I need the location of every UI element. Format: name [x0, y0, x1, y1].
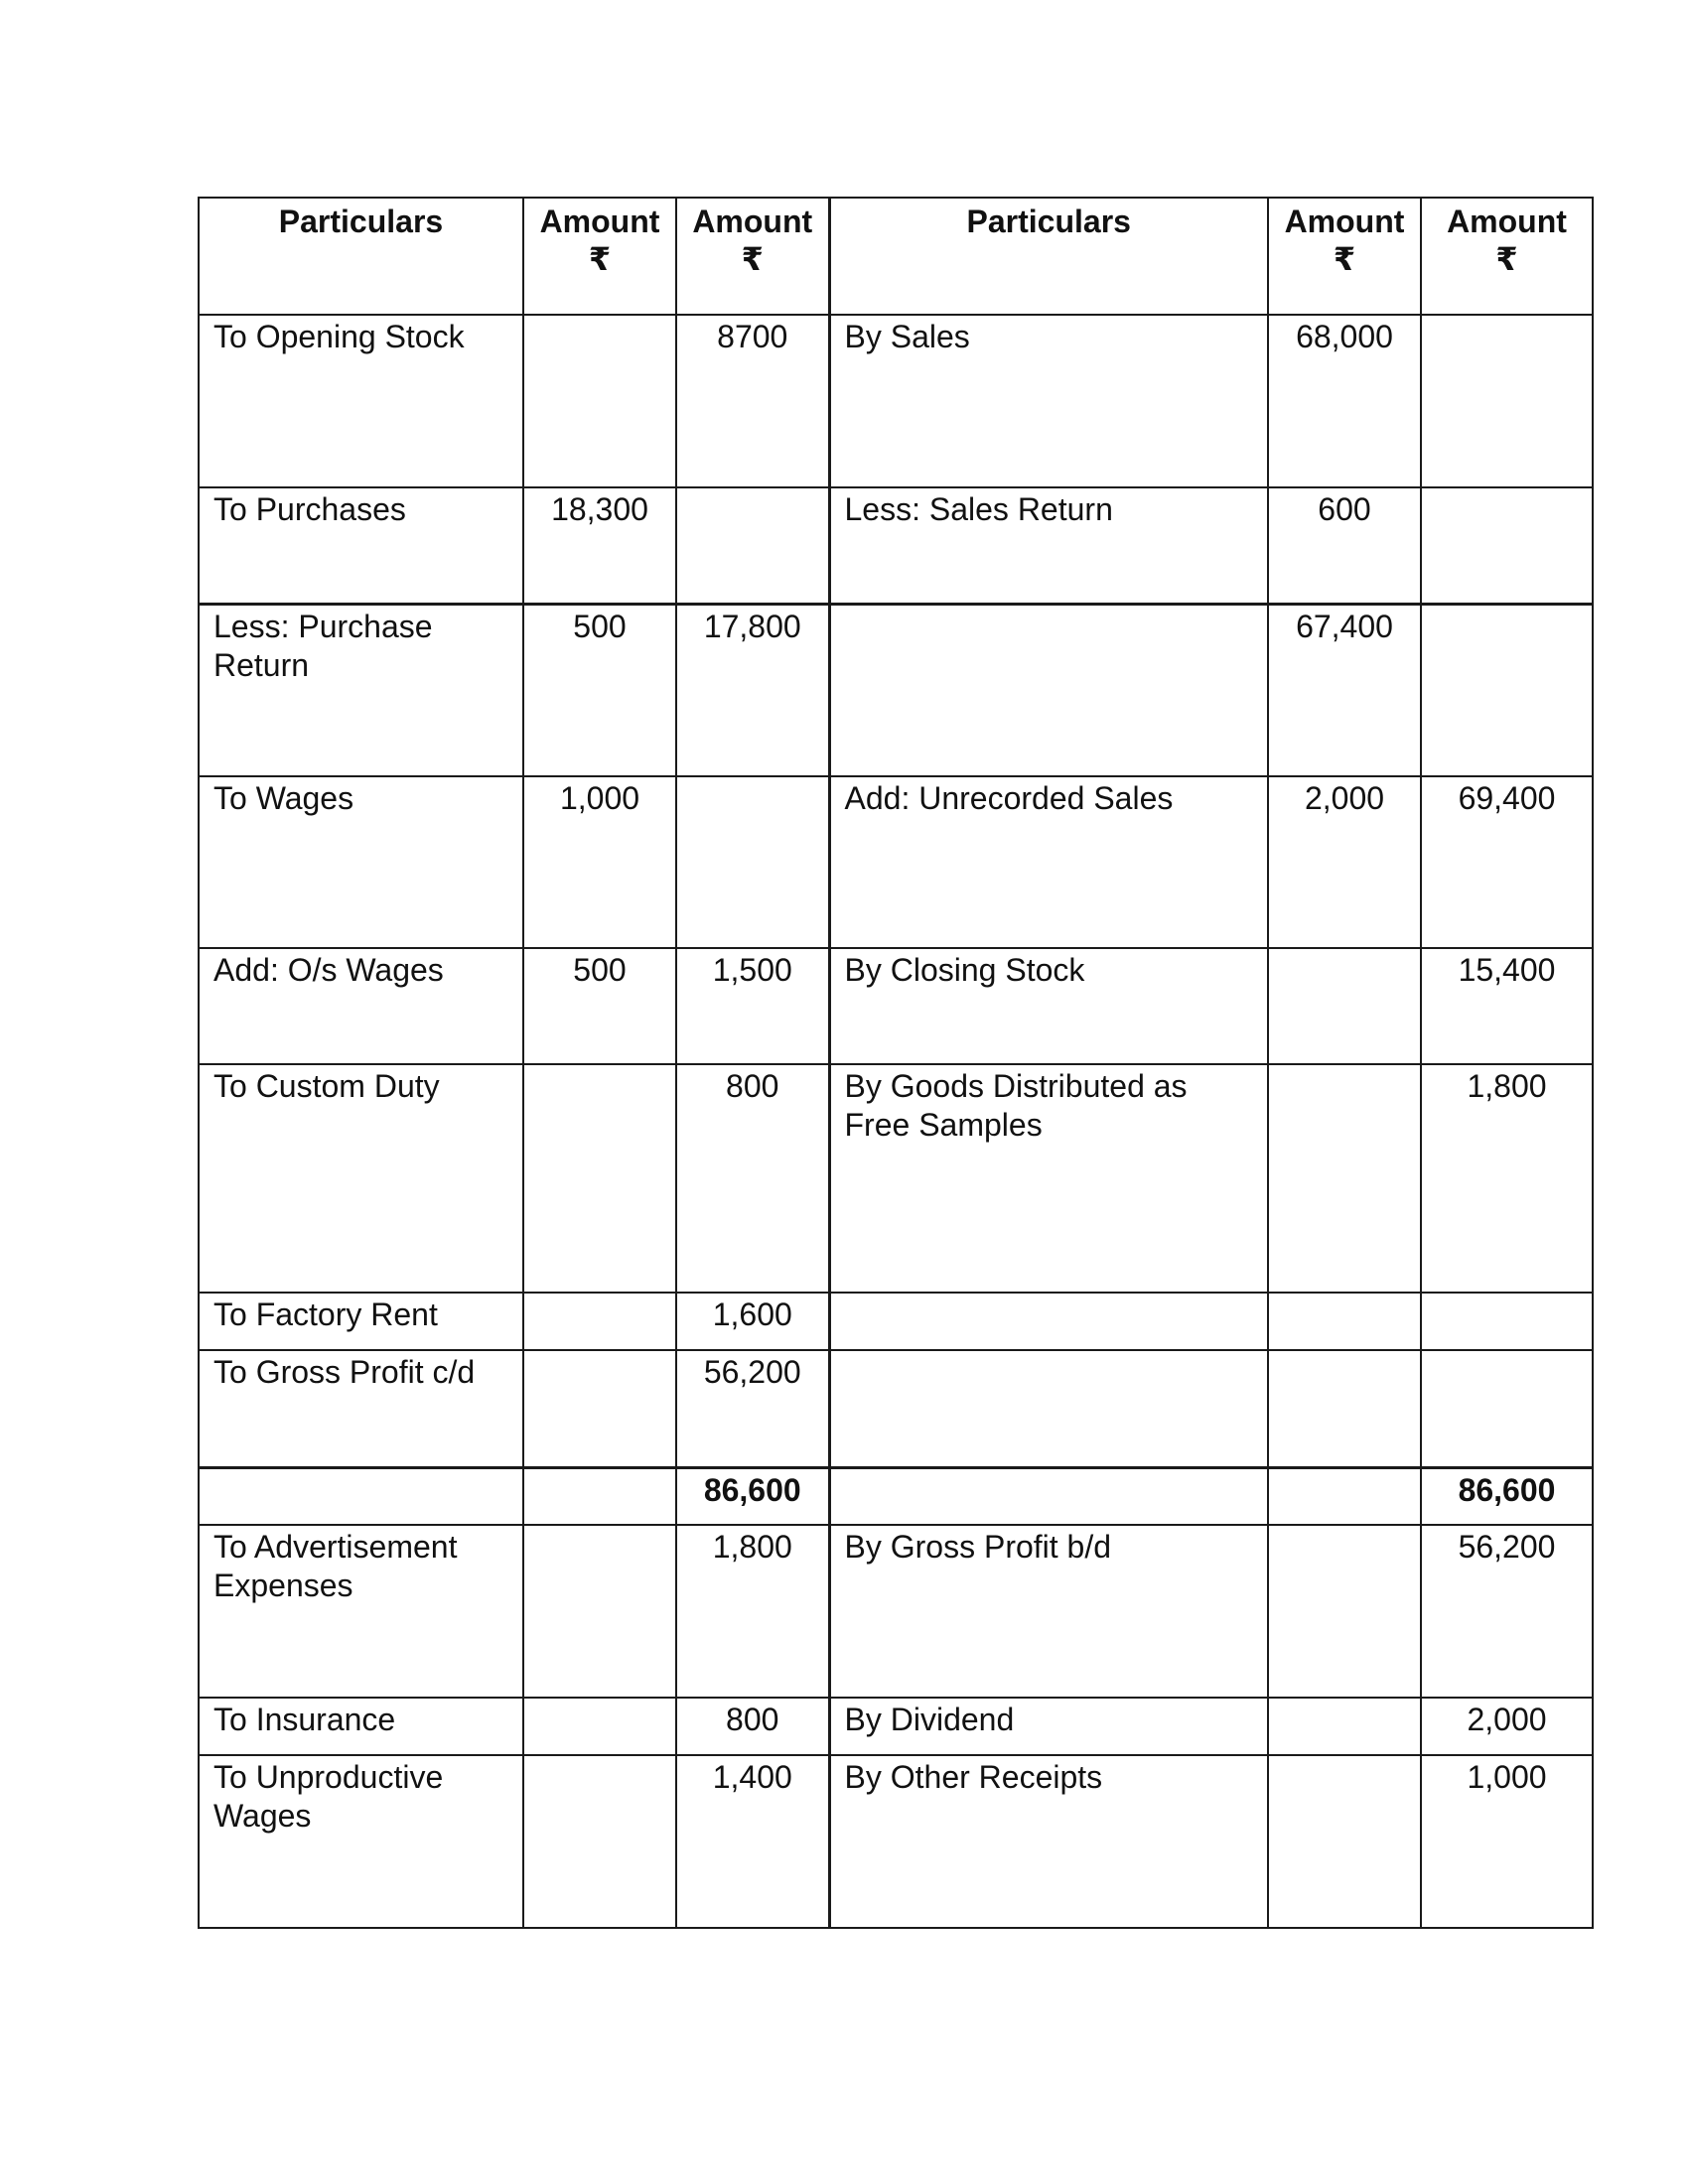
- dr-amount-cell: [523, 1064, 676, 1293]
- dr-amount-cell: 18,300: [523, 487, 676, 604]
- dr-particulars-cell: To Unproductive Wages: [199, 1755, 523, 1928]
- dr-amount-cell: [523, 1350, 676, 1467]
- header-amount-cr-1: Amount ₹: [1268, 198, 1421, 315]
- dr-particulars-cell: To Insurance: [199, 1698, 523, 1755]
- header-particulars-cr: Particulars: [829, 198, 1268, 315]
- cr-particulars-cell: Add: Unrecorded Sales: [829, 776, 1268, 948]
- table-row: [199, 315, 1593, 487]
- dr-particulars-cell: To Advertisement Expenses: [199, 1525, 523, 1698]
- dr-total-cell: 800: [676, 1698, 829, 1755]
- cr-total-cell: 1,000: [1421, 1755, 1593, 1928]
- table-row: [199, 1293, 1593, 1350]
- dr-grand-total-cell: 86,600: [676, 1467, 829, 1525]
- dr-total-cell: 17,800: [676, 604, 829, 776]
- dr-total-cell: 56,200: [676, 1350, 829, 1467]
- dr-total-cell: [676, 776, 829, 948]
- dr-particulars-cell: To Opening Stock: [199, 315, 523, 487]
- cr-total-cell: [1421, 604, 1593, 776]
- dr-amount-cell: 1,000: [523, 776, 676, 948]
- table-row: [199, 948, 1593, 1064]
- cr-particulars-cell: By Goods Distributed as Free Samples: [829, 1064, 1268, 1293]
- cr-amount-cell: 600: [1268, 487, 1421, 604]
- cr-total-cell: [1421, 1293, 1593, 1350]
- dr-amount-cell: 500: [523, 604, 676, 776]
- cr-amount-cell: 2,000: [1268, 776, 1421, 948]
- dr-amount-cell: 500: [523, 948, 676, 1064]
- cr-amount-cell: [1268, 948, 1421, 1064]
- total-row: [199, 1467, 1593, 1525]
- header-amount-dr-1: Amount ₹: [523, 198, 676, 315]
- cr-amount-cell: [1268, 1064, 1421, 1293]
- cr-total-cell: 1,800: [1421, 1064, 1593, 1293]
- cr-particulars-cell: [829, 1467, 1268, 1525]
- dr-particulars-cell: To Wages: [199, 776, 523, 948]
- cr-total-cell: 15,400: [1421, 948, 1593, 1064]
- dr-amount-cell: [523, 1467, 676, 1525]
- cr-total-cell: 2,000: [1421, 1698, 1593, 1755]
- dr-particulars-cell: [199, 1467, 523, 1525]
- dr-total-cell: 1,500: [676, 948, 829, 1064]
- cr-amount-cell: [1268, 1350, 1421, 1467]
- cr-total-cell: [1421, 487, 1593, 604]
- dr-amount-cell: [523, 1698, 676, 1755]
- rupee-symbol: ₹: [1495, 241, 1518, 277]
- dr-amount-cell: [523, 315, 676, 487]
- trading-pl-account-table: [198, 197, 1594, 1929]
- dr-total-cell: 8700: [676, 315, 829, 487]
- cr-amount-cell: [1268, 1293, 1421, 1350]
- cr-particulars-cell: [829, 1350, 1268, 1467]
- dr-total-cell: 1,600: [676, 1293, 829, 1350]
- rupee-symbol: ₹: [1333, 241, 1356, 277]
- cr-particulars-cell: By Other Receipts: [829, 1755, 1268, 1928]
- dr-particulars-cell: To Gross Profit c/d: [199, 1350, 523, 1467]
- cr-total-cell: 69,400: [1421, 776, 1593, 948]
- dr-amount-cell: [523, 1293, 676, 1350]
- dr-particulars-cell: To Purchases: [199, 487, 523, 604]
- dr-particulars-cell: Add: O/s Wages: [199, 948, 523, 1064]
- cr-particulars-cell: By Closing Stock: [829, 948, 1268, 1064]
- cr-total-cell: [1421, 1350, 1593, 1467]
- cr-particulars-cell: By Gross Profit b/d: [829, 1525, 1268, 1698]
- dr-amount-cell: [523, 1525, 676, 1698]
- header-amount-cr-2: Amount ₹: [1421, 198, 1593, 315]
- table-row: [199, 604, 1593, 776]
- cr-amount-cell: 68,000: [1268, 315, 1421, 487]
- dr-total-cell: 1,400: [676, 1755, 829, 1928]
- table-row: [199, 1350, 1593, 1467]
- header-particulars-dr: Particulars: [199, 198, 523, 315]
- dr-amount-cell: [523, 1755, 676, 1928]
- table-row: [199, 1698, 1593, 1755]
- dr-total-cell: [676, 487, 829, 604]
- table-row: [199, 1064, 1593, 1293]
- rupee-symbol: ₹: [741, 241, 764, 277]
- cr-amount-cell: [1268, 1467, 1421, 1525]
- cr-particulars-cell: By Sales: [829, 315, 1268, 487]
- header-amount-dr-2: Amount ₹: [676, 198, 829, 315]
- cr-particulars-cell: [829, 604, 1268, 776]
- cr-total-cell: 56,200: [1421, 1525, 1593, 1698]
- dr-particulars-cell: To Factory Rent: [199, 1293, 523, 1350]
- cr-particulars-cell: [829, 1293, 1268, 1350]
- dr-total-cell: 1,800: [676, 1525, 829, 1698]
- header-row: [199, 198, 1593, 315]
- dr-particulars-cell: To Custom Duty: [199, 1064, 523, 1293]
- cr-particulars-cell: Less: Sales Return: [829, 487, 1268, 604]
- table-row: [199, 1755, 1593, 1928]
- rupee-symbol: ₹: [588, 241, 612, 277]
- cr-amount-cell: [1268, 1525, 1421, 1698]
- cr-amount-cell: [1268, 1698, 1421, 1755]
- cr-amount-cell: 67,400: [1268, 604, 1421, 776]
- table-row: [199, 1525, 1593, 1698]
- table-row: [199, 487, 1593, 604]
- dr-particulars-cell: Less: Purchase Return: [199, 604, 523, 776]
- table-row: [199, 776, 1593, 948]
- dr-total-cell: 800: [676, 1064, 829, 1293]
- cr-grand-total-cell: 86,600: [1421, 1467, 1593, 1525]
- cr-particulars-cell: By Dividend: [829, 1698, 1268, 1755]
- cr-amount-cell: [1268, 1755, 1421, 1928]
- cr-total-cell: [1421, 315, 1593, 487]
